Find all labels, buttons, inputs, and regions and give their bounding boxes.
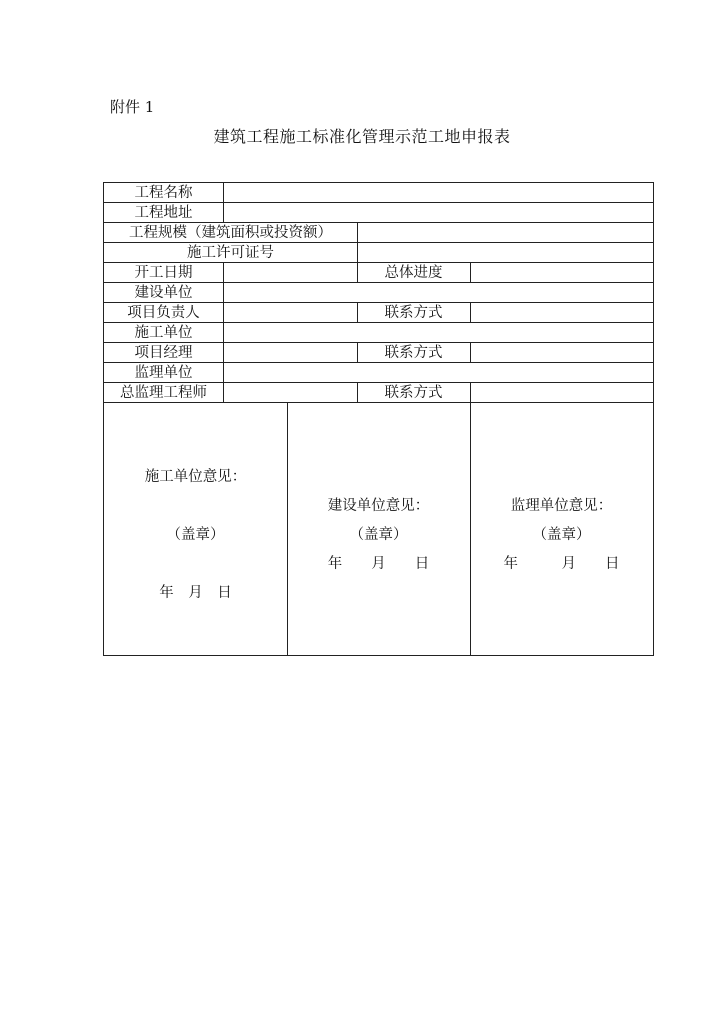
label-construction-unit: 施工单位: [134, 325, 193, 341]
construction-opinion-label: 施工单位意见：: [144, 469, 247, 485]
label-contact-1: 联系方式: [384, 305, 443, 321]
label-overall-progress: 总体进度: [384, 265, 443, 281]
attachment-label: 附件 1: [110, 98, 155, 116]
construction-seal: （盖章）: [166, 527, 225, 543]
label-permit-number: 施工许可证号: [187, 245, 274, 261]
supervision-seal: （盖章）: [532, 527, 591, 543]
label-builder: 建设单位: [134, 285, 193, 301]
builder-opinion-label: 建设单位意见：: [327, 498, 430, 514]
builder-seal: （盖章）: [349, 527, 408, 543]
builder-date: 年 月 日: [327, 556, 430, 572]
form-title: 建筑工程施工标准化管理示范工地申报表: [213, 127, 511, 146]
label-project-lead: 项目负责人: [127, 305, 200, 321]
construction-date: 年 月 日: [159, 585, 232, 601]
label-contact-3: 联系方式: [384, 385, 443, 401]
label-project-address: 工程地址: [134, 205, 193, 221]
label-chief-supervisor: 总监理工程师: [120, 385, 207, 401]
label-project-scale: 工程规模（建筑面积或投资额）: [129, 225, 332, 241]
label-start-date: 开工日期: [134, 265, 193, 281]
supervision-opinion-label: 监理单位意见：: [510, 498, 613, 514]
application-form-table: [103, 182, 654, 656]
label-contact-2: 联系方式: [384, 345, 443, 361]
label-supervision-unit: 监理单位: [134, 365, 193, 381]
supervision-date: 年 月 日: [503, 556, 620, 572]
label-project-manager: 项目经理: [134, 345, 193, 361]
label-project-name: 工程名称: [134, 185, 193, 201]
